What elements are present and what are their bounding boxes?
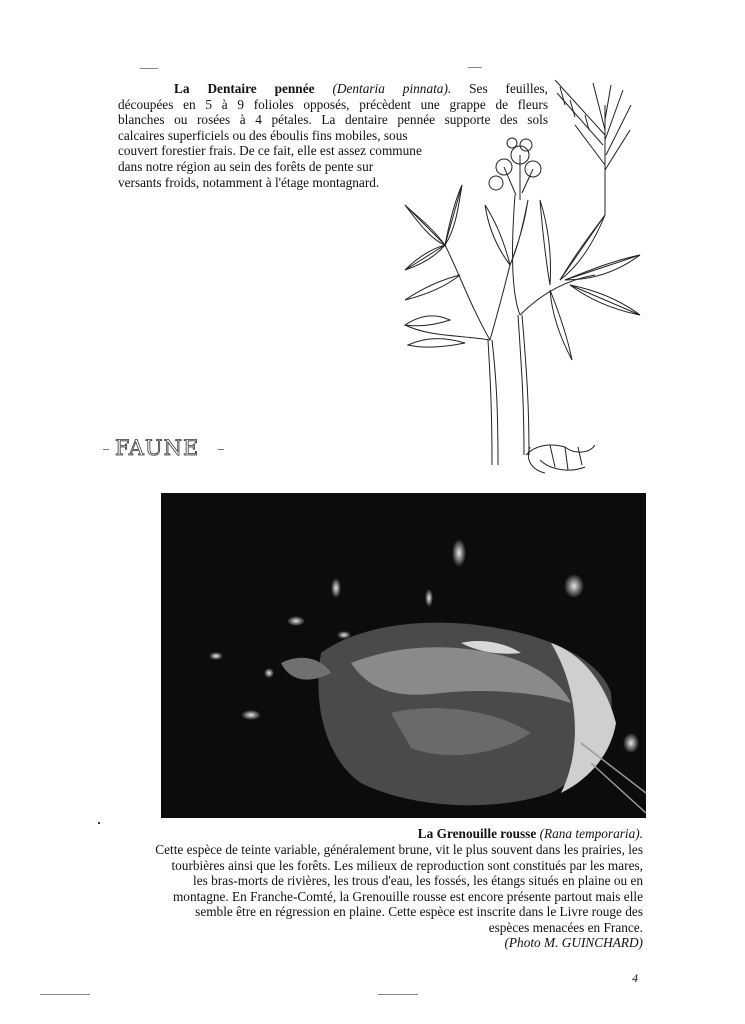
frog-latin-name: (Rana temporaria).: [539, 826, 643, 841]
plant-text-line: découpées en 5 à 9 folioles opposés, précèdent une grappe de fleurs: [118, 96, 548, 112]
plant-text-line: Ses feuilles,: [469, 81, 549, 96]
plant-name: La Dentaire pennée: [174, 81, 315, 96]
stray-dot: [98, 822, 100, 824]
section-heading: FAUNE: [115, 436, 200, 460]
frog-text-line: Cette espèce de teinte variable, généralement brune, vit le plus souvent dans les prairies, les: [155, 842, 643, 857]
dentaria-plant-illustration: [400, 75, 650, 475]
scan-speck: [140, 68, 158, 69]
scan-speck: [40, 994, 90, 995]
frog-caption-title: [418, 826, 643, 842]
plant-text-line: dans notre région au sein des forêts de pente sur: [118, 158, 374, 174]
frog-text-line: espèces menacées en France.: [488, 919, 643, 935]
frog-name: La Grenouille rousse: [417, 826, 537, 841]
frog-text-line: tourbières ainsi que les forêts. Les milieux de reproduction sont constitués par les mares,: [171, 857, 643, 873]
frog-text-line: semble être en régression en plaine. Cette espèce est inscrite dans le Livre rouge des: [195, 904, 643, 920]
plant-text-line: couvert forestier frais. De ce fait, elle est assez commune: [118, 143, 422, 159]
plant-text-line: blanches ou rosées à 4 pétales. La dentaire pennée supporte des sols: [118, 112, 548, 128]
scan-speck: [468, 67, 482, 68]
plant-latin-name: (Dentaria pinnata).: [332, 81, 452, 96]
plant-text-line: versants froids, notamment à l'étage montagnard.: [118, 174, 380, 190]
frog-description: [103, 842, 643, 936]
frog-text-line: les bras-morts de rivières, les trous d'eau, les fossés, les étangs situés en plaine ou en: [193, 873, 643, 889]
heading-dash-left: [103, 449, 109, 450]
page-number: 4: [632, 971, 638, 985]
plant-text-line: calcaires superficiels ou des éboulis fins mobiles, sous: [118, 127, 408, 143]
heading-dash-right: [218, 449, 224, 450]
scan-speck: [378, 994, 418, 995]
frog-photograph: [161, 493, 646, 818]
photo-credit: (Photo M. GUINCHARD): [504, 935, 643, 950]
frog-text-line: montagne. En Franche-Comté, la Grenouille rousse est encore présente partout mais elle: [172, 888, 643, 904]
